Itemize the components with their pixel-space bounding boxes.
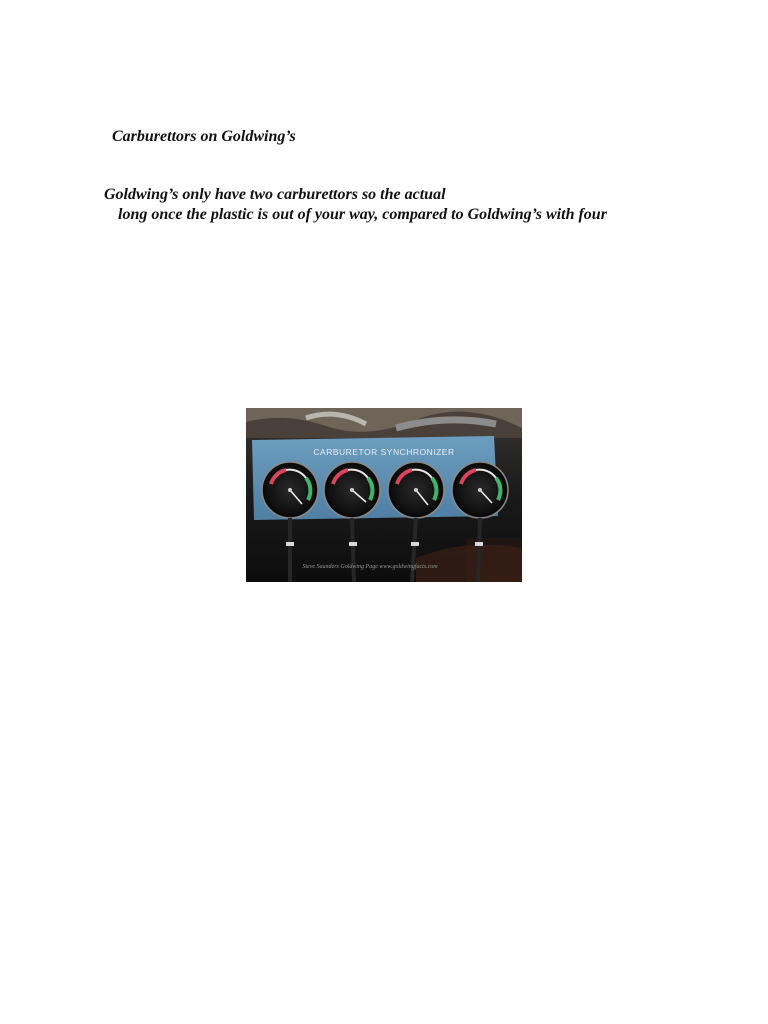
paragraph-line-1: Goldwing’s only have two carburettors so the actual	[104, 186, 446, 203]
vacuum-gauge-3	[388, 462, 444, 518]
carburetor-synchronizer-photo	[246, 408, 522, 582]
vacuum-gauge-1	[262, 462, 318, 518]
vacuum-gauge-2	[324, 462, 380, 518]
document-heading: Carburettors on Goldwing’s	[112, 128, 296, 145]
panel-label: CARBURETOR SYNCHRONIZER	[313, 447, 455, 457]
paragraph-line-2: long once the plastic is out of your way, compared to Goldwing’s with four	[118, 206, 607, 223]
photo-watermark: Steve Saunders Goldwing Page www.goldwingfacts.com	[302, 564, 438, 570]
vacuum-gauge-4	[452, 462, 508, 518]
